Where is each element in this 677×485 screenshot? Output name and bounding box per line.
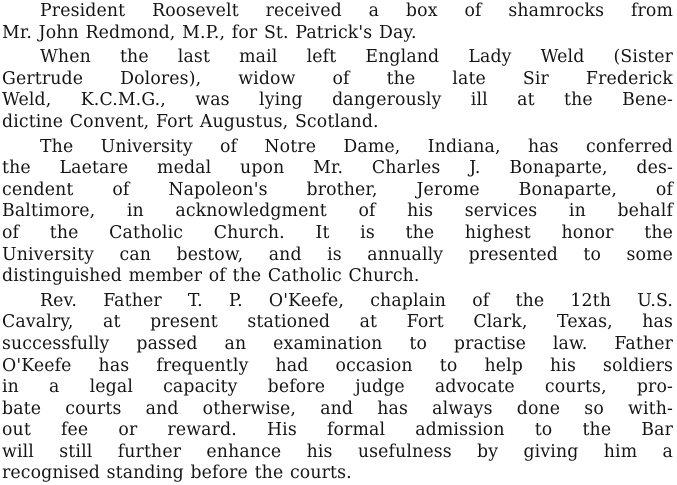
text-line: in a legal capacity before judge advocate courts, pro- (2, 377, 673, 398)
text-line: Baltimore, in acknowledgment of his services in behalf (2, 201, 673, 222)
paragraph-lady-weld (2, 47, 673, 133)
text-line: cendent of Napoleon's brother, Jerome Bonaparte, of (2, 179, 673, 200)
text-line: will still further enhance his usefulness by giving him a (2, 441, 673, 462)
text-line: Rev. Father T. P. O'Keefe, chaplain of the 12th U.S. (40, 290, 673, 311)
text-line: President Roosevelt received a box of shamrocks from (40, 1, 673, 21)
text-line: The University of Notre Dame, Indiana, has conferred (40, 136, 673, 157)
text-line: When the last mail left England Lady Weld (Sister (40, 47, 673, 68)
text-line: recognised standing before the courts. (2, 463, 352, 484)
text-line: Gertrude Dolores), widow of the late Sir Frederick (2, 68, 673, 89)
text-line: of the Catholic Church. It is the highest honor the (2, 222, 673, 243)
text-line: distinguished member of the Catholic Church. (2, 266, 420, 287)
text-line: the Laetare medal upon Mr. Charles J. Bonaparte, des- (2, 158, 673, 179)
text-line: bate courts and otherwise, and has always done so with- (2, 398, 673, 419)
text-line: successfully passed an examination to practise law. Father (2, 333, 673, 354)
text-line: Cavalry, at present stationed at Fort Clark, Texas, has (2, 312, 673, 333)
paragraph-roosevelt-shamrocks (2, 1, 673, 44)
paragraph-father-okeefe (2, 291, 673, 485)
text-line: Weld, K.C.M.G., was lying dangerously ill at the Bene- (2, 90, 673, 111)
text-line: University can bestow, and is annually presented to some (2, 244, 673, 265)
text-line: dictine Convent, Fort Augustus, Scotland. (2, 111, 379, 132)
paragraph-laetare-medal (2, 137, 673, 288)
text-line: out fee or reward. His formal admission to the Bar (2, 420, 673, 441)
text-line: Mr. John Redmond, M.P., for St. Patrick's Day. (2, 22, 417, 43)
text-line: O'Keefe has frequently had occasion to help his soldiers (2, 355, 673, 376)
